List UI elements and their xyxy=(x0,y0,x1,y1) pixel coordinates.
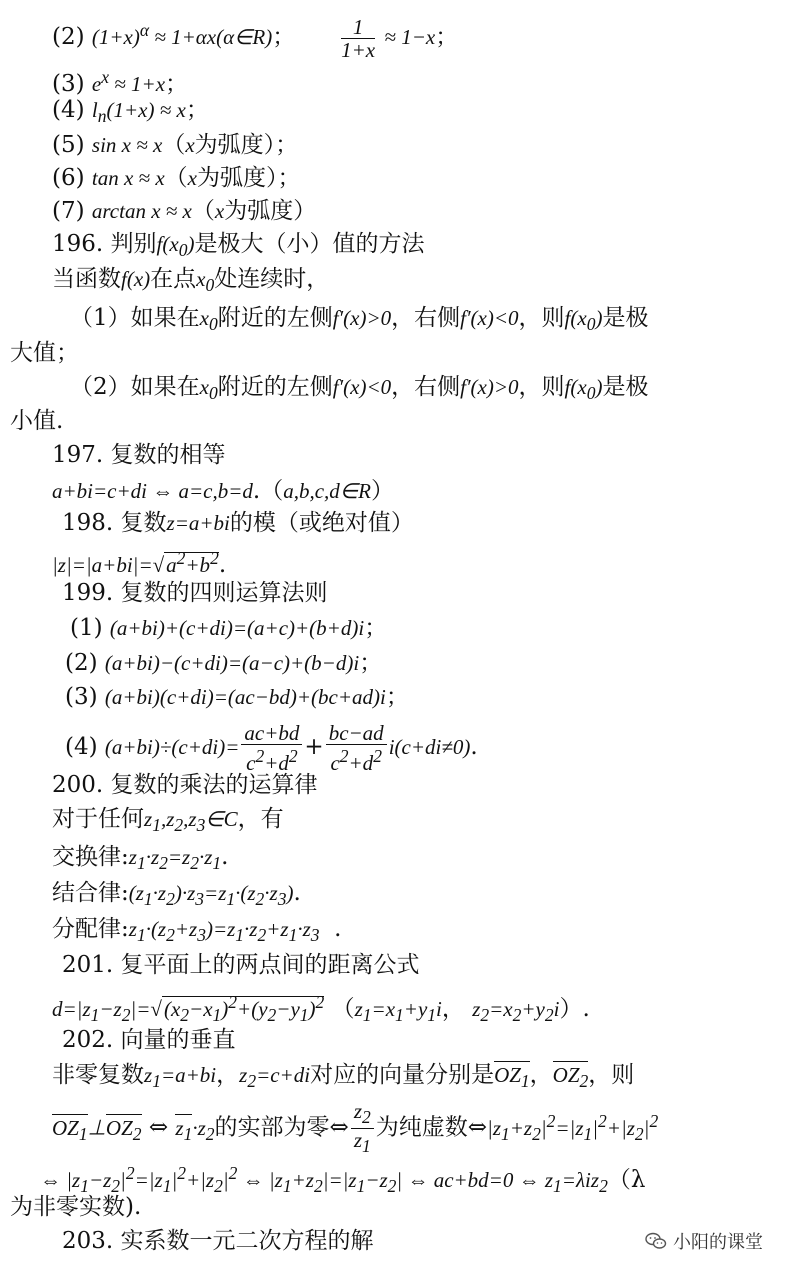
para-202-b: $OZ_1\perp OZ_2$ ⇔ $z_1\cdot z_2$的实部为零⇔ $\frac{z_2}{z_1}$ 为纯虚数$\Leftrightarrow|z_1+z_2|^2=|z_1|^2+|z_2|^2$ xyxy=(52,1099,659,1157)
para-200-c: 结合律$:(z_1\cdot z_2)\cdot z_3=z_1\cdot(z_2\cdot z_3)$. xyxy=(52,880,301,910)
watermark xyxy=(645,1228,763,1254)
heading-200: 200. 复数的乘法的运算律 xyxy=(52,772,318,798)
heading-197: 197. 复数的相等 xyxy=(52,442,226,468)
para-202-c: ⇔ $|z_1-z_2|^2=|z_1|^2+|z_2|^2$ ⇔ $|z_1+z_2|=|z_1-z_2|$ ⇔ ac+bd=0 ⇔ $z_1=\lambda iz_2(\lambda$ xyxy=(40,1163,646,1197)
heading-201: 201. 复平面上的两点间的距离公式 xyxy=(62,952,420,978)
watermark-text: 小阳的课堂 xyxy=(673,1232,763,1253)
formula-3: (3) $e^x \approx 1+x$； xyxy=(52,67,189,97)
para-202-d: 为非零实数). xyxy=(10,1194,142,1220)
para-197: a+bi=c+di ⇔ a=c,b=d.（a,b,c,d∈R） xyxy=(52,478,394,504)
formula-5: (5) sin x ≈ x（x为弧度）； xyxy=(52,132,299,158)
para-196-a: 当函数f(x)在点$x_0$处连续时， xyxy=(52,266,330,296)
para-201: $d=|z_1-z_2|=√(x_2-x_1)^2+(y_2-y_1)^2$ （$z_1=x_1+y_1i$， $z_2=x_2+y_2i$）. xyxy=(52,992,590,1026)
formula-2: (2) $(1+x)^\alpha$ ≈ 1+αx(α∈R)； $\frac{1}{1+x}$ ≈ 1−x； xyxy=(52,14,459,62)
wechat-icon xyxy=(645,1232,667,1250)
formula-6: (6) tan x ≈ x（x为弧度）； xyxy=(52,165,301,191)
para-199-c: (3) (a+bi)(c+di)=(ac−bd)+(bc+ad)i； xyxy=(65,684,409,710)
formula-7: (7) arctan x ≈ x（x为弧度） xyxy=(52,198,317,224)
para-196-d: （2）如果在$x_0$附近的左侧f′(x)<0，右侧f′(x)>0，则$f(x_0)$是极 xyxy=(70,374,649,404)
para-199-b: (2) (a+bi)−(c+di)=(a−c)+(b−d)i； xyxy=(65,650,383,676)
para-200-d: 分配律$:z_1\cdot(z_2+z_3)=z_1\cdot z_2+z_1\cdot z_3$ . xyxy=(52,916,342,946)
para-199-d: (4) (a+bi)÷(c+di)= $\frac{ac+bd}{c^2+d^2}$ + $\frac{bc-ad}{c^2+d^2}$ i(c+di≠0). xyxy=(65,721,478,775)
para-202-a: 非零复数$z_1=a+bi$，$z_2=c+di$对应的向量分别是$OZ_1$，$OZ_2$，则 xyxy=(52,1062,635,1092)
formula-4: (4) $l_n(1+x) \approx x$； xyxy=(52,97,209,127)
para-200-b: 交换律$:z_1\cdot z_2=z_2\cdot z_1$. xyxy=(52,844,229,874)
para-200-a: 对于任何$z_1,z_2,z_3\in C$，有 xyxy=(52,806,284,836)
para-196-e: 小值. xyxy=(10,408,64,434)
para-198: $|z|=|a+bi|=√a^2+b^2$. xyxy=(52,548,227,578)
para-196-c: 大值； xyxy=(10,340,79,366)
para-199-a: (1) (a+bi)+(c+di)=(a+c)+(b+d)i； xyxy=(70,615,388,641)
para-196-b: （1）如果在$x_0$附近的左侧f′(x)>0，右侧f′(x)<0，则$f(x_0)$是极 xyxy=(70,305,649,335)
heading-203: 203. 实系数一元二次方程的解 xyxy=(62,1228,374,1254)
heading-196: 196. 判别$f(x_0)$是极大（小）值的方法 xyxy=(52,231,425,261)
heading-198: 198. 复数z=a+bi的模（或绝对值） xyxy=(62,510,414,536)
heading-202: 202. 向量的垂直 xyxy=(62,1027,236,1053)
heading-199: 199. 复数的四则运算法则 xyxy=(62,580,328,606)
